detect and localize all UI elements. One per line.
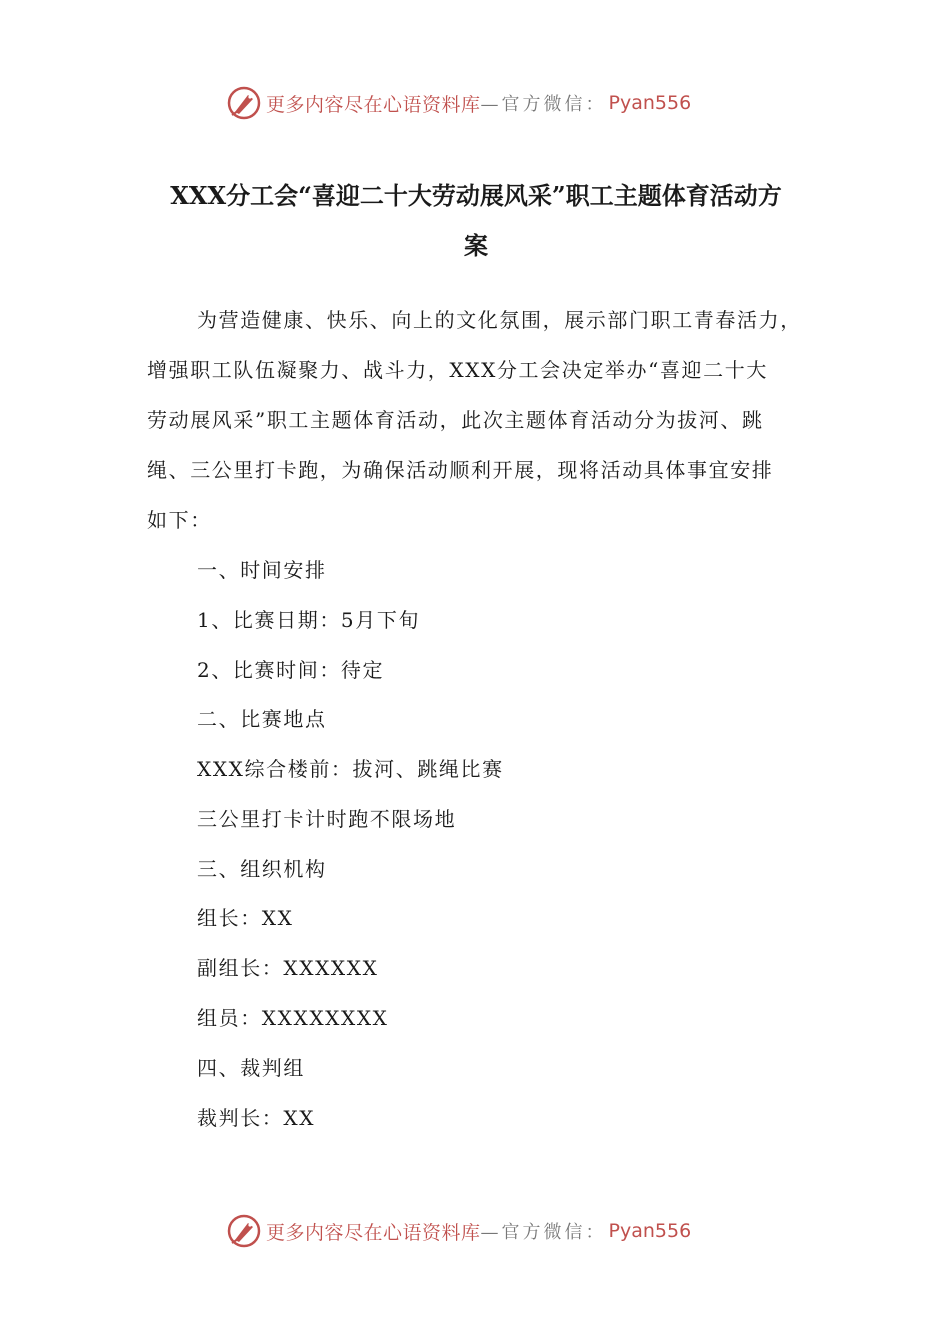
section-item: 2、比赛时间：待定 — [197, 658, 385, 682]
intro-line: 如下： — [147, 508, 212, 532]
watermark-dash-text: —官方微信： — [480, 94, 607, 115]
section-item: 三公里打卡计时跑不限场地 — [197, 807, 457, 831]
section-item: 副组长：XXXXXX — [197, 956, 379, 980]
section-item: 组长：XX — [197, 906, 294, 930]
watermark-site-text: 更多内容尽在心语资料库 — [266, 93, 481, 116]
section-heading: 一、时间安排 — [197, 558, 327, 582]
pen-nib-logo-icon — [226, 1213, 262, 1249]
section-item: 组员：XXXXXXXX — [197, 1006, 389, 1030]
section-heading: 三、组织机构 — [197, 857, 327, 881]
intro-line: 为营造健康、快乐、向上的文化氛围，展示部门职工青春活力， — [197, 308, 802, 332]
header-watermark — [226, 83, 691, 123]
section-item: 1、比赛日期：5月下旬 — [197, 608, 421, 632]
watermark-dash-text: —官方微信： — [480, 1222, 607, 1243]
document-title-line-1: XXX分工会“喜迎二十大劳动展风采”职工主题体育活动方 — [170, 181, 782, 210]
intro-line: 绳、三公里打卡跑，为确保活动顺利开展，现将活动具体事宜安排 — [147, 458, 774, 482]
intro-line: 增强职工队伍凝聚力、战斗力，XXX分工会决定举办“喜迎二十大 — [147, 358, 768, 382]
footer-watermark — [226, 1211, 691, 1251]
section-heading: 二、比赛地点 — [197, 707, 327, 731]
watermark-wechat-id: Pyan556 — [608, 92, 692, 114]
section-heading: 四、裁判组 — [197, 1056, 305, 1080]
watermark-wechat-id: Pyan556 — [608, 1220, 692, 1242]
document-title-line-2: 案 — [464, 231, 488, 260]
intro-line: 劳动展风采”职工主题体育活动，此次主题体育活动分为拔河、跳 — [147, 408, 764, 432]
section-item: XXX综合楼前：拔河、跳绳比赛 — [197, 757, 504, 781]
watermark-site-text: 更多内容尽在心语资料库 — [266, 1221, 481, 1244]
pen-nib-logo-icon — [226, 85, 262, 121]
section-item: 裁判长：XX — [197, 1106, 316, 1130]
